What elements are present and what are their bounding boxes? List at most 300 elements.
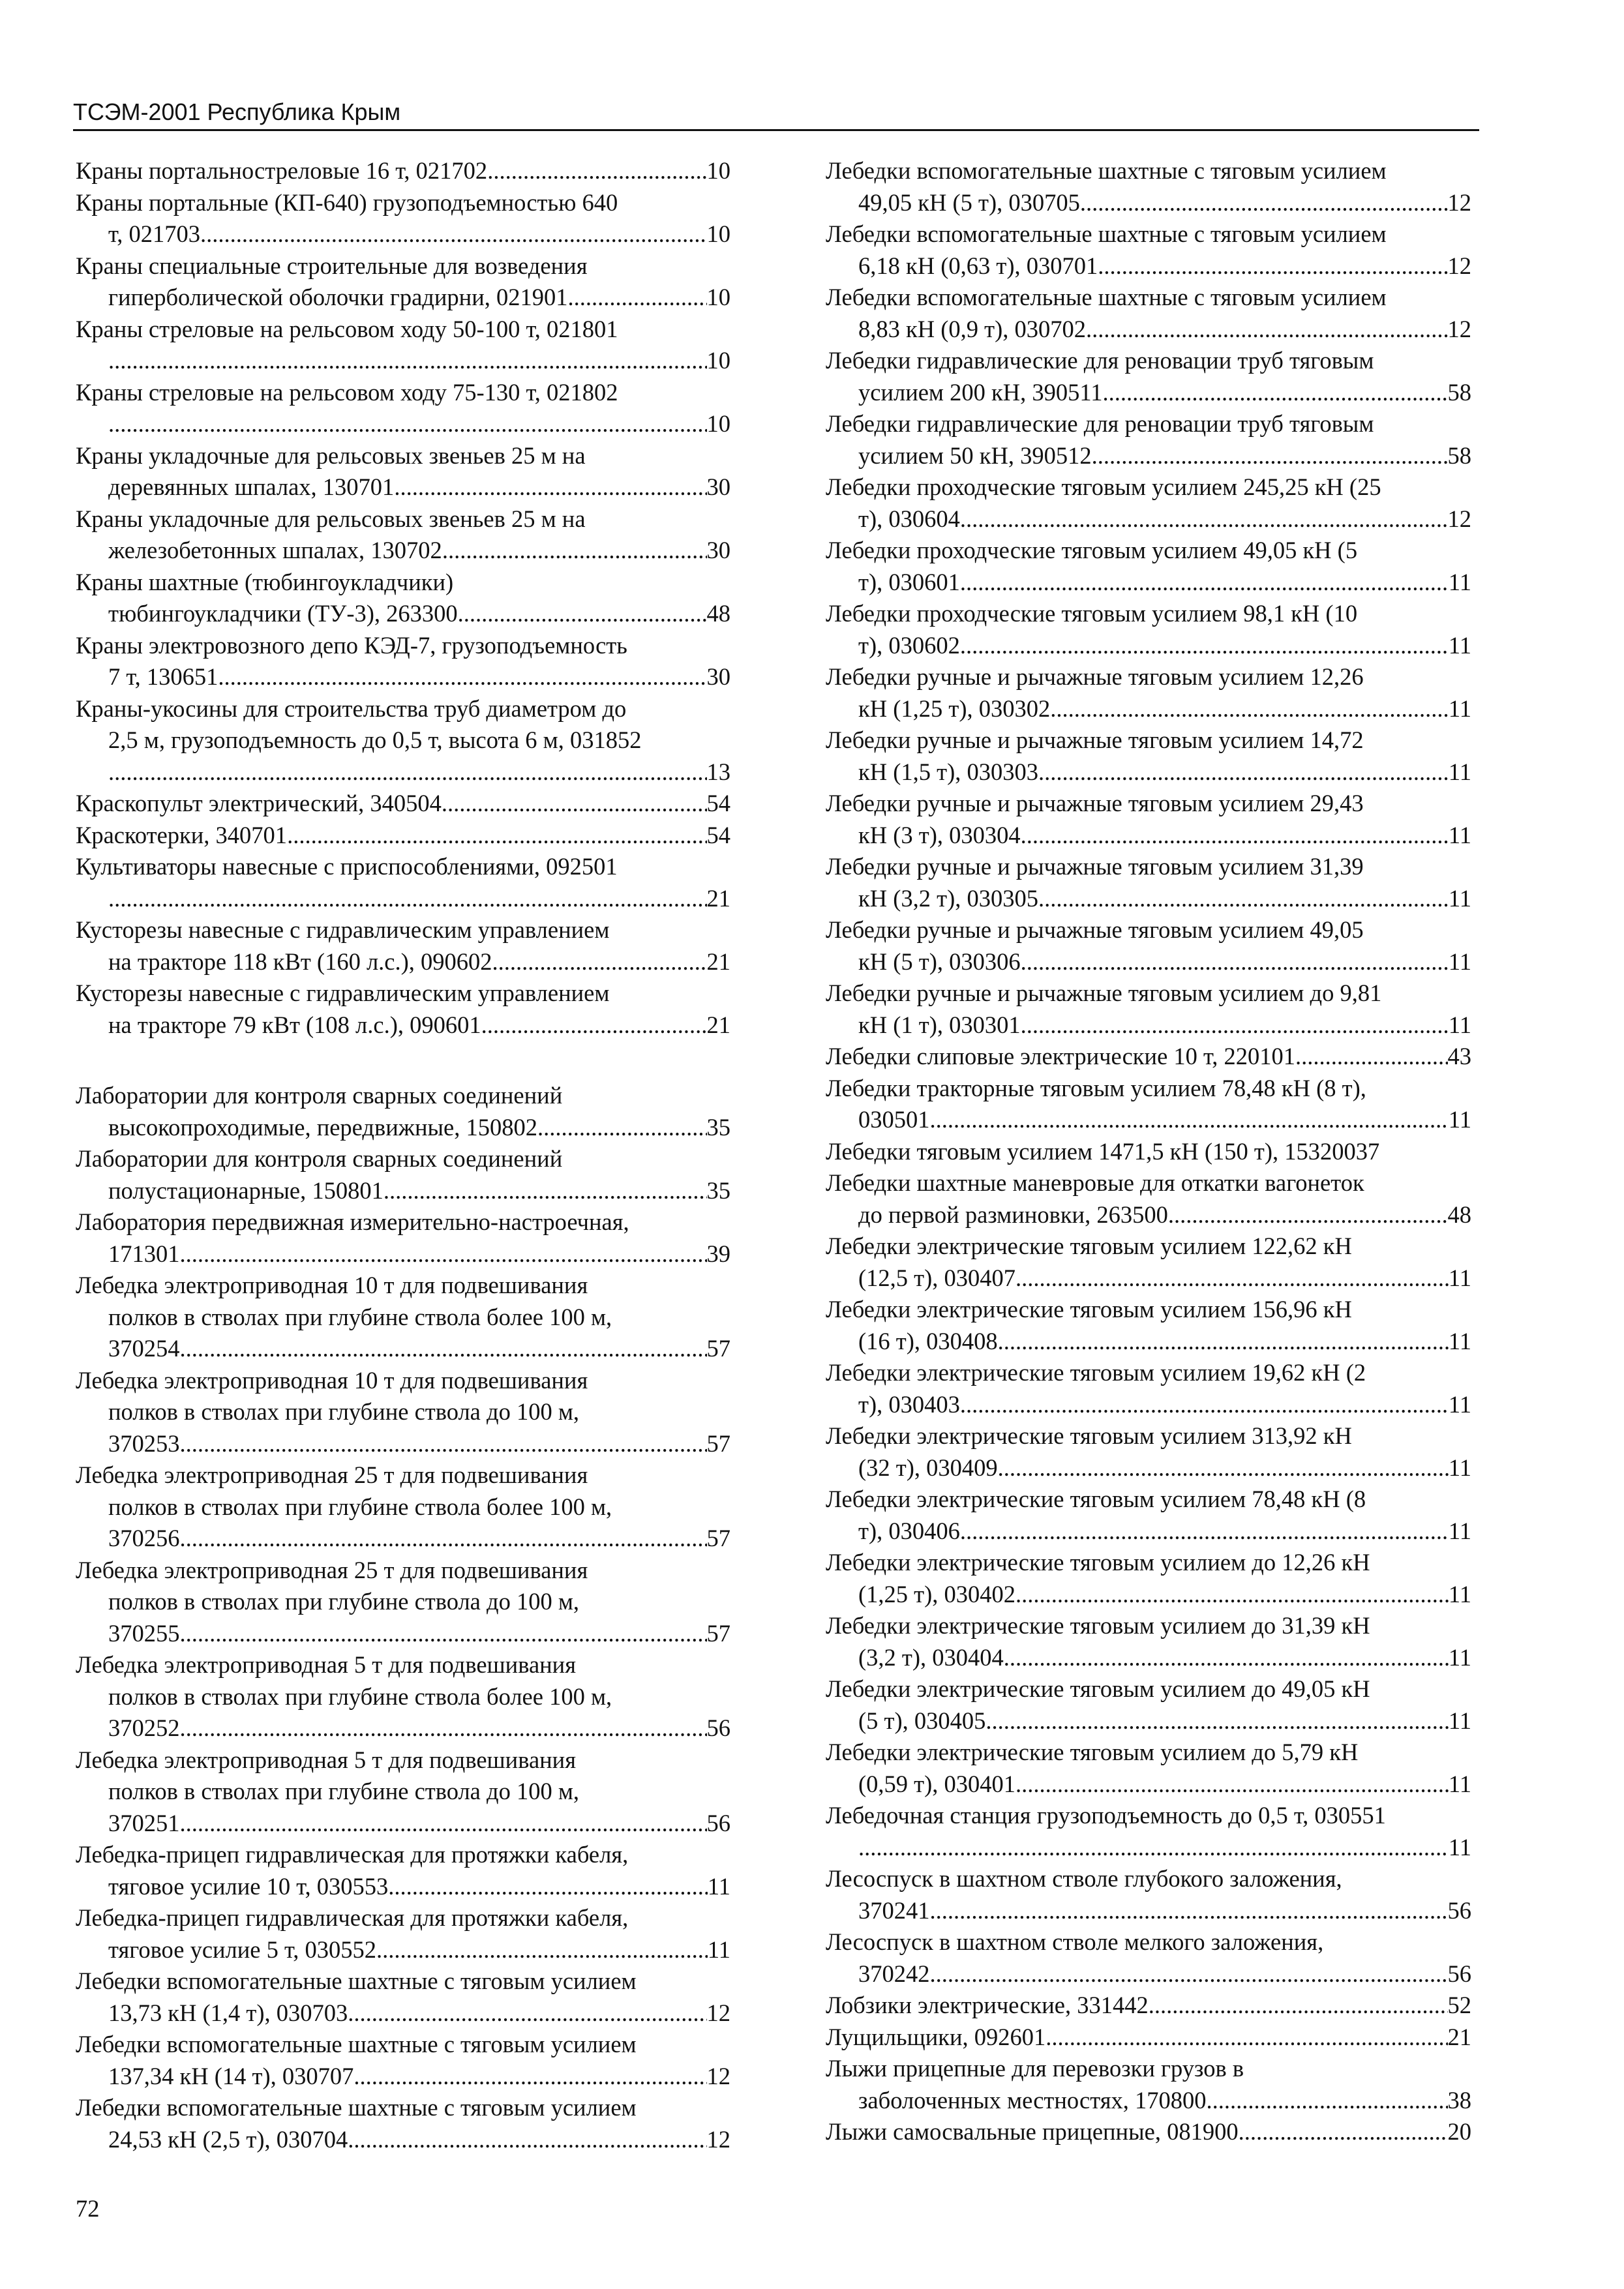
entry-leader-line: [826, 2085, 1471, 2117]
entry-text: 370251: [108, 1809, 180, 1836]
entry-leader-line: [826, 1326, 1471, 1358]
entry-text: до первой разминовки, 263500: [858, 1201, 1168, 1228]
index-entry: [76, 1555, 730, 1650]
leader-dots: [537, 1112, 707, 1144]
entry-text-line: полков в стволах при глубине ствола до 100 м,: [108, 1398, 580, 1425]
index-entry: [76, 1649, 730, 1744]
entry-text: гиперболической оболочки градирни, 021901: [108, 284, 568, 310]
entry-leader-line: [76, 1871, 730, 1903]
entry-text-line: Лебедки ручные и рычажные тяговым усилием 49,05: [826, 916, 1364, 943]
entry-text: 24,53 кН (2,5 т), 030704: [108, 2125, 348, 2153]
leader-dots: [108, 756, 707, 788]
index-entry: [76, 2029, 730, 2092]
index-entry: [826, 1073, 1471, 1136]
index-entry: [826, 2116, 1471, 2148]
leader-dots: [1021, 1010, 1449, 1041]
entry-text: полустационарные, 150801: [108, 1176, 383, 1204]
entry-text: тяговое усилие 5 т, 030552: [108, 1936, 376, 1963]
entry-page-number: 11: [1448, 1770, 1471, 1797]
index-entry: [826, 978, 1471, 1041]
entry-page-number: 12: [706, 1999, 730, 2026]
index-entry: [826, 1990, 1471, 2022]
entry-page-number: 56: [1447, 1960, 1471, 1987]
entry-leader-line: [76, 1523, 730, 1555]
entry-page-number: 11: [707, 1872, 730, 1900]
leader-dots: [108, 345, 707, 377]
index-column-right: [826, 155, 1471, 2148]
entry-text-line: Лебедки электрические тяговым усилием до 31,39 кН: [826, 1612, 1370, 1639]
entry-text: 370255: [108, 1619, 180, 1647]
entry-leader-line: [76, 1997, 730, 2029]
entry-text-line: Лебедки электрические тяговым усилием до 49,05 кН: [826, 1675, 1370, 1702]
entry-text-line: Лебедки шахтные маневровые для откатки вагонеток: [826, 1169, 1364, 1196]
entry-text-line: Культиваторы навесные с приспособлениями, 092501: [76, 853, 618, 880]
leader-dots: [442, 788, 707, 820]
leader-dots: [1038, 756, 1449, 788]
entry-leader-line: [826, 1199, 1471, 1231]
leader-dots: [376, 1934, 708, 1966]
entry-text-line: полков в стволах при глубине ствола более 100 м,: [108, 1303, 612, 1330]
leader-dots: [388, 1871, 708, 1903]
entry-text: кН (1 т), 030301: [858, 1011, 1021, 1038]
entry-page-number: 21: [1447, 2023, 1471, 2050]
entry-text-line: Лебедки электрические тяговым усилием 313,92 кН: [826, 1422, 1352, 1449]
entry-text-line: Лебедки электрические тяговым усилием до 5,79 кН: [826, 1739, 1359, 1765]
entry-text-line: Краны стреловые на рельсовом ходу 75-130 т, 021802: [76, 378, 618, 406]
entry-leader-line: [826, 1136, 1471, 1168]
entry-page-number: 11: [1448, 1707, 1471, 1734]
entry-text-line: Кусторезы навесные с гидравлическим управлением: [76, 916, 610, 943]
entry-text: 137,34 кН (14 т), 030707: [108, 2062, 354, 2089]
entry-page-number: 12: [1447, 252, 1471, 279]
entry-text: Лебедки слиповые электрические 10 т, 220101: [826, 1043, 1295, 1070]
entry-leader-line: [76, 1428, 730, 1460]
leader-dots: [1239, 2116, 1448, 2148]
entry-text: кН (5 т), 030306: [858, 948, 1021, 975]
entry-text: 030501: [858, 1106, 930, 1133]
entry-text-line: Лебедки ручные и рычажные тяговым усилием до 9,81: [826, 980, 1382, 1006]
entry-text-line: полков в стволах при глубине ствола более 100 м,: [108, 1683, 612, 1710]
entry-text: т), 030403: [858, 1390, 960, 1418]
entry-page-number: 12: [1447, 188, 1471, 216]
entry-text-line: Лебедки электрические тяговым усилием 156,96 кН: [826, 1296, 1352, 1323]
index-entry: [826, 1136, 1471, 1168]
entry-text: кН (1,5 т), 030303: [858, 758, 1038, 785]
entry-text: на тракторе 79 кВт (108 л.с.), 090601: [108, 1011, 481, 1038]
index-entry: [76, 1206, 730, 1270]
leader-dots: [1038, 883, 1449, 915]
header-title: ТСЭМ-2001 Республика Крым: [73, 98, 401, 125]
entry-text: тюбингоукладчики (ТУ-3), 263300: [108, 600, 458, 627]
entry-text-line: Лебедки вспомогательные шахтные с тяговым усилием: [826, 284, 1387, 310]
entry-text-line: Лебедки вспомогательные шахтные с тяговым усилием: [76, 2094, 637, 2121]
entry-text-line: Лебедка электроприводная 10 т для подвешивания: [76, 1272, 588, 1298]
entry-text: (12,5 т), 030407: [858, 1264, 1016, 1291]
entry-text-line: Лебедки электрические тяговым усилием 19,62 кН (2: [826, 1359, 1366, 1386]
entry-leader-line: [76, 1112, 730, 1144]
entry-text: т), 030602: [858, 631, 960, 659]
entry-page-number: 30: [706, 473, 730, 500]
entry-leader-line: [826, 2022, 1471, 2054]
entry-leader-line: [826, 883, 1471, 915]
entry-page-number: 57: [706, 1335, 730, 1362]
entry-text-line: Лебедка-прицеп гидравлическая для протяжки кабеля,: [76, 1904, 629, 1931]
entry-text: (0,59 т), 030401: [858, 1770, 1016, 1797]
entry-text-line: полков в стволах при глубине ствола до 100 м,: [108, 1588, 580, 1615]
leader-dots: [998, 1326, 1449, 1358]
index-entry: [826, 1357, 1471, 1420]
entry-text-line: Лебедки вспомогательные шахтные с тяговым усилием: [826, 157, 1387, 184]
entry-leader-line: [76, 946, 730, 978]
entry-page-number: 11: [1448, 1106, 1471, 1133]
entry-text-line: Лесоспуск в шахтном стволе глубокого заложения,: [826, 1865, 1342, 1892]
entry-text: 8,83 кН (0,9 т), 030702: [858, 315, 1086, 342]
entry-text: 171301: [108, 1240, 180, 1267]
entry-page-number: 35: [706, 1113, 730, 1141]
entry-text-line: Лебедки тракторные тяговым усилием 78,48 кН (8 т),: [826, 1074, 1366, 1101]
entry-leader-line: [826, 1705, 1471, 1737]
entry-page-number: 54: [706, 790, 730, 816]
entry-leader-line: [826, 1516, 1471, 1548]
entry-text: усилием 200 кН, 390511: [858, 378, 1103, 406]
entry-text: кН (3 т), 030304: [858, 821, 1021, 848]
leader-dots: [108, 408, 707, 440]
leader-dots: [960, 1516, 1449, 1548]
index-entry: [76, 377, 730, 440]
index-entry: [76, 155, 730, 187]
leader-dots: [930, 1958, 1448, 1990]
leader-dots: [567, 282, 706, 314]
entry-leader-line: [76, 756, 730, 788]
entry-leader-line: [826, 187, 1471, 219]
leader-dots: [1086, 314, 1448, 346]
index-entry: [76, 1080, 730, 1143]
entry-leader-line: [826, 1389, 1471, 1421]
entry-page-number: 54: [706, 821, 730, 848]
index-entry: [826, 2053, 1471, 2116]
leader-dots: [985, 1705, 1448, 1737]
index-entry: [76, 1270, 730, 1365]
entry-text: (1,25 т), 030402: [858, 1580, 1016, 1608]
entry-page-number: 11: [1448, 568, 1471, 595]
entry-leader-line: [826, 1579, 1471, 1611]
index-entry: [826, 788, 1471, 851]
leader-dots: [1021, 820, 1449, 852]
index-entry: [826, 1610, 1471, 1673]
entry-leader-line: [826, 630, 1471, 662]
entry-text-line: полков в стволах при глубине ствола более 100 м,: [108, 1493, 612, 1520]
entry-leader-line: [826, 693, 1471, 725]
entry-text: Лыжи самосвальные прицепные, 081900: [826, 2118, 1239, 2145]
index-entry: [76, 1365, 730, 1460]
entry-page-number: 11: [1448, 631, 1471, 659]
index-entry: [76, 440, 730, 503]
entry-page-number: 57: [706, 1525, 730, 1551]
entry-leader-line: [826, 1010, 1471, 1041]
entry-page-number: 57: [706, 1429, 730, 1457]
entry-text: Краскопульт электрический, 340504: [76, 790, 442, 816]
index-entry: [826, 345, 1471, 408]
entry-leader-line: [76, 1618, 730, 1650]
leader-dots: [200, 218, 707, 250]
entry-page-number: 56: [706, 1809, 730, 1836]
entry-leader-line: [826, 1642, 1471, 1674]
entry-page-number: 56: [1447, 1896, 1471, 1924]
entry-text-line: Лебедка электроприводная 5 т для подвешивания: [76, 1746, 576, 1773]
index-entry: [76, 630, 730, 693]
index-entry: [826, 1231, 1471, 1294]
entry-text: т, 021703: [108, 220, 200, 247]
entry-leader-line: [826, 377, 1471, 409]
entry-text-line: Краны электровозного депо КЭД-7, грузоподъемность: [76, 631, 627, 659]
entry-text-line: Лебедка-прицеп гидравлическая для протяжки кабеля,: [76, 1841, 629, 1868]
entry-leader-line: [826, 440, 1471, 472]
entry-leader-line: [76, 1808, 730, 1840]
entry-page-number: 11: [1448, 1580, 1471, 1608]
entry-text-line: Лебедка электроприводная 10 т для подвешивания: [76, 1366, 588, 1394]
leader-dots: [383, 1175, 707, 1207]
entry-page-number: 11: [707, 1936, 730, 1963]
entry-leader-line: [76, 598, 730, 630]
leader-dots: [1295, 1041, 1448, 1073]
entry-page-number: 30: [706, 537, 730, 563]
leader-dots: [348, 1997, 706, 2029]
entry-leader-line: [826, 1895, 1471, 1927]
entry-text-line: Лебедки вспомогательные шахтные с тяговым усилием: [76, 2031, 637, 2057]
entry-leader-line: [826, 1958, 1471, 1990]
entry-text-line: Лебедки проходческие тяговым усилием 245,25 кН (25: [826, 473, 1381, 500]
entry-leader-line: [76, 471, 730, 503]
index-entry: [826, 535, 1471, 598]
entry-leader-line: [826, 1990, 1471, 2022]
entry-text-line: Лебедки электрические тяговым усилием до 12,26 кН: [826, 1549, 1370, 1576]
entry-leader-line: [826, 503, 1471, 535]
entry-text: т), 030406: [858, 1517, 960, 1544]
entry-text: 6,18 кН (0,63 т), 030701: [858, 252, 1098, 279]
entry-text-line: Лебедки ручные и рычажные тяговым усилием 29,43: [826, 790, 1364, 816]
entry-text: 370252: [108, 1714, 180, 1741]
index-entry: [826, 1863, 1471, 1926]
entry-text-line: Краны укладочные для рельсовых звеньев 25 м на: [76, 441, 586, 469]
entry-text-line: Краны стреловые на рельсовом ходу 50-100 т, 021801: [76, 315, 618, 342]
index-entry: [76, 1744, 730, 1840]
entry-page-number: 38: [1447, 2086, 1471, 2114]
entry-text-line: Лыжи прицепные для перевозки грузов в: [826, 2055, 1244, 2082]
index-column-left: [76, 155, 730, 2155]
leader-dots: [180, 1713, 707, 1744]
entry-leader-line: [76, 1333, 730, 1365]
entry-text-line: Лебедки проходческие тяговым усилием 49,05 кН (5: [826, 537, 1358, 563]
index-entry: [826, 661, 1471, 725]
entry-text-line: Краны специальные строительные для возведения: [76, 252, 588, 279]
entry-page-number: 21: [706, 948, 730, 975]
leader-dots: [1015, 1579, 1449, 1611]
entry-page-number: 11: [1448, 1833, 1471, 1861]
index-entry: [76, 2092, 730, 2155]
entry-text: Краны портальнострелoвые 16 т, 021702: [76, 157, 488, 184]
entry-leader-line: [76, 1175, 730, 1207]
entry-page-number: 10: [706, 284, 730, 310]
entry-page-number: 13: [706, 758, 730, 785]
index-entry: [76, 1839, 730, 1902]
entry-page-number: 58: [1447, 378, 1471, 406]
entry-page-number: 21: [706, 884, 730, 912]
leader-dots: [180, 1618, 707, 1650]
leader-dots: [1098, 250, 1447, 282]
entry-text-line: Лебедочная станция грузоподъемность до 0,5 т, 030551: [826, 1802, 1386, 1829]
entry-page-number: 48: [1447, 1201, 1471, 1228]
entry-text: 370253: [108, 1429, 180, 1457]
section-gap: [76, 1041, 730, 1080]
entry-text-line: Лаборатории для контроля сварных соединений: [76, 1082, 563, 1109]
entry-text-line: Лесоспуск в шахтном стволе мелкого заложения,: [826, 1928, 1324, 1955]
index-entry: [826, 914, 1471, 978]
entry-page-number: 21: [706, 1011, 730, 1038]
entry-page-number: 11: [1448, 884, 1471, 912]
entry-text-line: Лебедки электрические тяговым усилием 78,48 кН (8: [826, 1486, 1366, 1512]
entry-leader-line: [76, 345, 730, 377]
index-entry: [826, 1547, 1471, 1610]
leader-dots: [218, 661, 706, 693]
entry-leader-line: [826, 1769, 1471, 1801]
entry-page-number: 10: [706, 157, 730, 184]
entry-page-number: 35: [706, 1176, 730, 1204]
entry-text: 13,73 кН (1,4 т), 030703: [108, 1999, 348, 2026]
leader-dots: [930, 1895, 1448, 1927]
entry-text: 370256: [108, 1525, 180, 1551]
index-entry: [76, 1459, 730, 1555]
entry-text: высокопроходимые, передвижные, 150802: [108, 1113, 537, 1141]
entry-page-number: 11: [1448, 1454, 1471, 1481]
entry-text: 370242: [858, 1960, 930, 1987]
leader-dots: [1080, 187, 1448, 219]
leader-dots: [394, 471, 706, 503]
index-entry: [76, 567, 730, 630]
leader-dots: [180, 1808, 707, 1840]
index-entry: [76, 693, 730, 788]
entry-leader-line: [826, 820, 1471, 852]
index-entry: [826, 1167, 1471, 1231]
leader-dots: [858, 1832, 1449, 1864]
index-entry: [826, 1484, 1471, 1547]
entry-text: Лущильщики, 092601: [826, 2023, 1046, 2050]
leader-dots: [998, 1452, 1449, 1484]
index-entry: [76, 914, 730, 978]
entry-text: тяговое усилие 10 т, 030553: [108, 1872, 389, 1900]
index-entry: [826, 1041, 1471, 1073]
entry-text-line: Краны-укосины для строительства труб диаметром до: [76, 695, 627, 722]
entry-text: заболоченных местностях, 170800: [858, 2086, 1207, 2114]
index-entry: [826, 725, 1471, 788]
entry-leader-line: [76, 1238, 730, 1270]
index-entry: [826, 155, 1471, 218]
index-entry: [826, 1800, 1471, 1863]
leader-dots: [180, 1333, 707, 1365]
entry-text: 370241: [858, 1896, 930, 1924]
entry-text: усилием 50 кН, 390512: [858, 441, 1092, 469]
entry-page-number: 11: [1448, 948, 1471, 975]
entry-page-number: 37: [1355, 1137, 1380, 1165]
leader-dots: [930, 1104, 1449, 1136]
leader-dots: [180, 1238, 707, 1270]
index-entry: [826, 598, 1471, 661]
entry-leader-line: [76, 820, 730, 852]
leader-dots: [960, 567, 1449, 599]
entry-text: (5 т), 030405: [858, 1707, 986, 1734]
entry-text-line: Лаборатория передвижная измерительно-настроечная,: [76, 1208, 629, 1235]
entry-text-line: Лебедки гидравлические для реновации труб тяговым: [826, 410, 1374, 437]
leader-dots: [1021, 946, 1449, 978]
entry-page-number: 11: [1448, 1327, 1471, 1354]
index-entry: [76, 503, 730, 567]
entry-text-line: Лебедки ручные и рычажные тяговым усилием 14,72: [826, 726, 1364, 753]
leader-dots: [1092, 440, 1448, 472]
index-entry: [76, 820, 730, 852]
entry-text-line: Лебедки гидравлические для реновации труб тяговым: [826, 347, 1374, 374]
leader-dots: [108, 883, 707, 915]
entry-page-number: 10: [706, 410, 730, 437]
entry-page-number: 30: [706, 663, 730, 690]
entry-page-number: 11: [1448, 758, 1471, 785]
leader-dots: [1207, 2085, 1448, 2117]
entry-text-line: Краны шахтные (тюбингоукладчики): [76, 568, 454, 595]
entry-page-number: 56: [706, 1714, 730, 1741]
entry-page-number: 39: [706, 1240, 730, 1267]
entry-page-number: 11: [1448, 1643, 1471, 1671]
leader-dots: [1103, 377, 1448, 409]
leader-dots: [1045, 2022, 1447, 2054]
entry-text: Лебедки тяговым усилием 1471,5 кН (150 т), 153200: [826, 1137, 1356, 1165]
entry-text: кН (1,25 т), 030302: [858, 695, 1051, 722]
entry-text-line: Краны укладочные для рельсовых звеньев 25 м на: [76, 505, 586, 532]
entry-leader-line: [76, 661, 730, 693]
entry-text: т), 030601: [858, 568, 960, 595]
entry-text: т), 030604: [858, 505, 960, 532]
entry-text-line: Лебедки ручные и рычажные тяговым усилием 31,39: [826, 853, 1364, 880]
leader-dots: [180, 1523, 707, 1555]
entry-leader-line: [76, 1934, 730, 1966]
leader-dots: [458, 598, 707, 630]
index-entry: [76, 187, 730, 250]
entry-page-number: 11: [1448, 1517, 1471, 1544]
leader-dots: [353, 2061, 706, 2093]
entry-leader-line: [826, 1263, 1471, 1294]
leader-dots: [442, 535, 707, 567]
leader-dots: [960, 503, 1448, 535]
entry-leader-line: [76, 883, 730, 915]
index-entry: [76, 1902, 730, 1966]
entry-text: (16 т), 030408: [858, 1327, 998, 1354]
entry-leader-line: [76, 1713, 730, 1744]
index-entry: [826, 282, 1471, 345]
entry-text-line: полков в стволах при глубине ствола до 100 м,: [108, 1778, 580, 1804]
index-entry: [76, 788, 730, 820]
leader-dots: [1168, 1199, 1448, 1231]
entry-page-number: 10: [706, 220, 730, 247]
entry-text: (32 т), 030409: [858, 1454, 998, 1481]
index-entry: [826, 408, 1471, 471]
entry-leader-line: [76, 155, 730, 187]
index-entry: [826, 1737, 1471, 1800]
entry-text-line: Лебедки электрические тяговым усилием 122,62 кН: [826, 1233, 1352, 1259]
leader-dots: [481, 1010, 707, 1041]
entry-leader-line: [826, 1452, 1471, 1484]
leader-dots: [1015, 1263, 1449, 1294]
index-entry: [826, 1926, 1471, 1990]
leader-dots: [1015, 1769, 1449, 1801]
entry-text: кН (3,2 т), 030305: [858, 884, 1038, 912]
index-entry: [826, 218, 1471, 282]
